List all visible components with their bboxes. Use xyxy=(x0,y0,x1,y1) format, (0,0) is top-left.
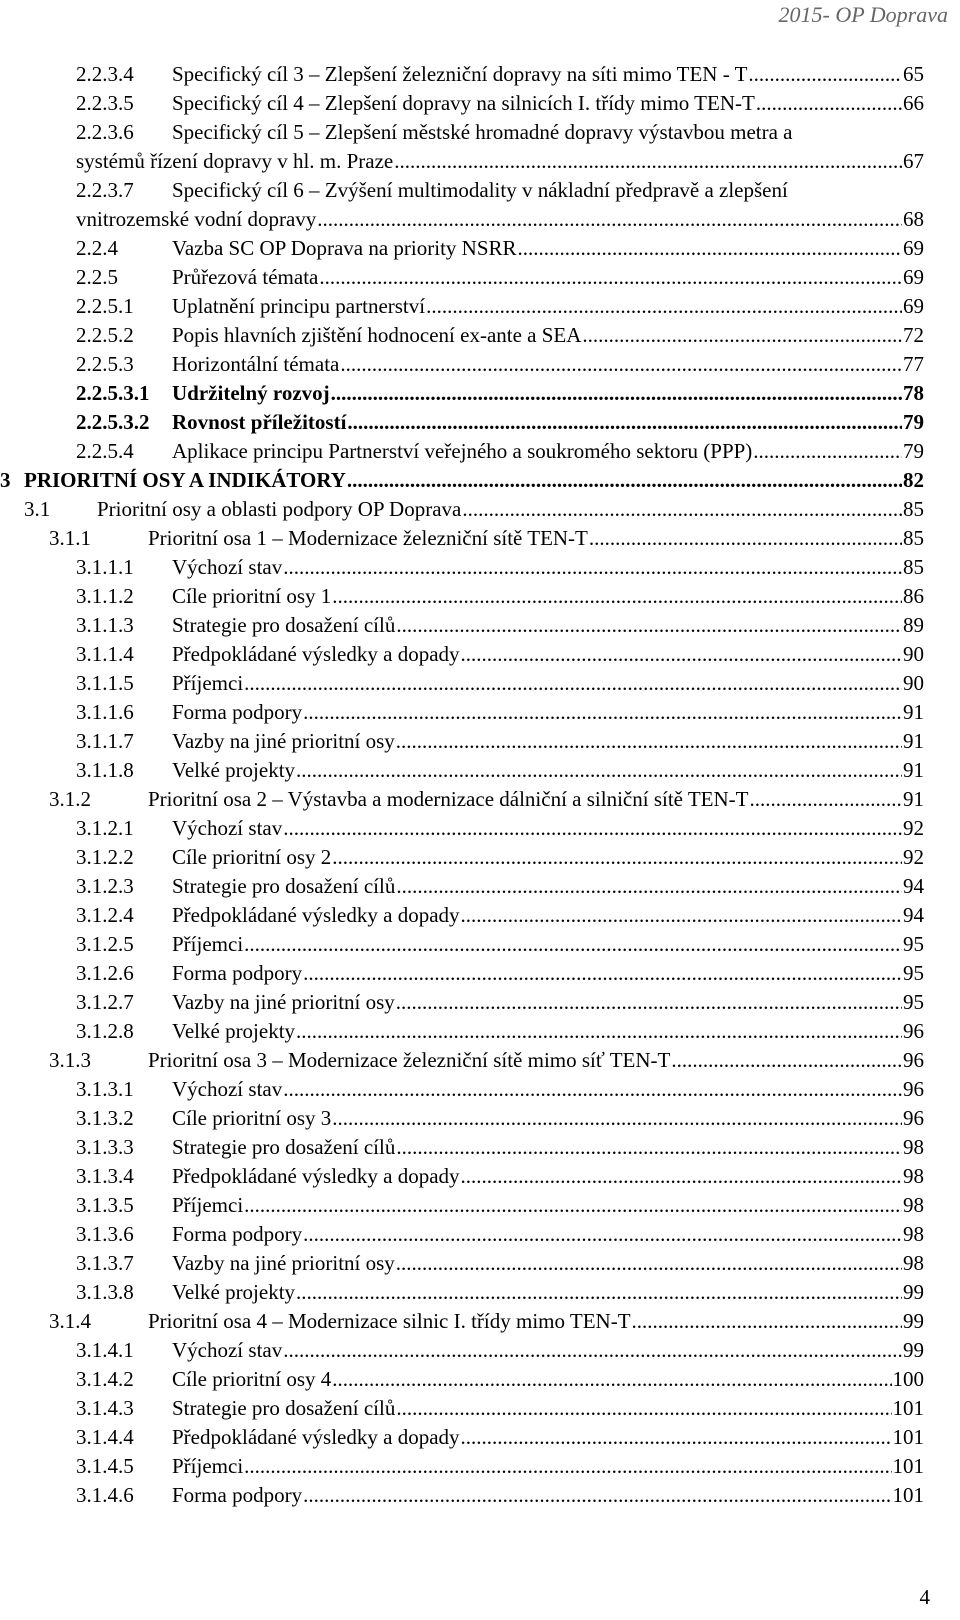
toc-entry[interactable] xyxy=(0,930,960,959)
toc-entry[interactable] xyxy=(0,669,960,698)
toc-entry-page: 77 xyxy=(903,352,924,376)
toc-entry-title: Předpokládané výsledky a dopady xyxy=(172,903,460,927)
toc-entry-page: 101 xyxy=(892,1483,924,1507)
toc-entry-title: Forma podpory xyxy=(172,961,303,985)
toc-entry-title: Specifický cíl 3 – Zlepšení železniční dopravy na síti mimo TEN - T xyxy=(172,62,748,86)
dot-leader xyxy=(296,1017,902,1046)
toc-entry-page: 79 xyxy=(903,410,924,434)
toc-entry-number: 3.1.1.5 xyxy=(76,671,134,695)
toc-entry-title: Výchozí stav xyxy=(172,816,283,840)
toc-entry-page: 95 xyxy=(903,932,924,956)
dot-leader xyxy=(332,582,902,611)
page-number: 4 xyxy=(919,1585,930,1609)
toc-entry[interactable] xyxy=(0,901,960,930)
dot-leader xyxy=(303,1220,902,1249)
toc-entry-number: 2.2.3.4 xyxy=(76,62,134,86)
toc-entry-title: Velké projekty xyxy=(172,1019,296,1043)
dot-leader xyxy=(461,901,902,930)
dot-leader xyxy=(518,234,902,263)
dot-leader xyxy=(303,698,902,727)
toc-entry-title: Vazba SC OP Doprava na priority NSRR xyxy=(172,236,517,260)
toc-entry-title: Výchozí stav xyxy=(172,1077,283,1101)
toc-entry[interactable] xyxy=(0,292,960,321)
dot-leader xyxy=(283,1075,902,1104)
toc-entry-page: 95 xyxy=(903,961,924,985)
toc-entry[interactable] xyxy=(0,959,960,988)
toc-entry-title: Udržitelný rozvoj xyxy=(172,381,330,405)
toc-entry[interactable] xyxy=(0,263,960,292)
toc-entry-number: 3.1.3.8 xyxy=(76,1280,134,1304)
toc-entry[interactable] xyxy=(0,814,960,843)
toc-entry-page: 94 xyxy=(903,903,924,927)
toc-entry[interactable] xyxy=(0,234,960,263)
toc-entry-page: 69 xyxy=(903,294,924,318)
dot-leader xyxy=(462,495,902,524)
running-header: 2015- OP Doprava xyxy=(778,2,948,27)
dot-leader xyxy=(461,640,902,669)
toc-entry-title: Výchozí stav xyxy=(172,555,283,579)
toc-entry-number: 3.1.1.1 xyxy=(76,555,134,579)
toc-entry-title: Specifický cíl 5 – Zlepšení městské hromadné dopravy výstavbou metra a xyxy=(172,120,793,144)
toc-entry-page: 96 xyxy=(903,1019,924,1043)
toc-entry-number: 3.1.3.5 xyxy=(76,1193,134,1217)
dot-leader xyxy=(396,1249,902,1278)
toc-entry[interactable] xyxy=(0,524,960,553)
toc-entry[interactable] xyxy=(0,408,960,437)
toc-entry-number: 3.1.3.1 xyxy=(76,1077,134,1101)
toc-entry[interactable] xyxy=(0,1017,960,1046)
toc-entry[interactable] xyxy=(0,1278,960,1307)
dot-leader xyxy=(756,89,902,118)
toc-entry-number: 3.1.1 xyxy=(49,526,91,550)
toc-entry-number: 3.1.1.6 xyxy=(76,700,134,724)
dot-leader xyxy=(396,872,902,901)
toc-entry-title: Aplikace principu Partnerství veřejného a soukromého sektoru (PPP) xyxy=(172,439,753,463)
dot-leader xyxy=(283,553,902,582)
dot-leader xyxy=(296,756,902,785)
toc-entry-title: Rovnost příležitostí xyxy=(172,410,347,434)
dot-leader xyxy=(632,1307,902,1336)
dot-leader xyxy=(332,1365,891,1394)
dot-leader xyxy=(750,785,903,814)
toc-entry-page: 99 xyxy=(903,1280,924,1304)
toc-entry-title: Specifický cíl 6 – Zvýšení multimodality v nákladní předpravě a zlepšení xyxy=(172,178,788,202)
toc-entry-page: 82 xyxy=(903,468,924,492)
toc-entry-title: Velké projekty xyxy=(172,758,296,782)
toc-entry-number: 3.1.1.3 xyxy=(76,613,134,637)
toc-entry[interactable] xyxy=(0,1249,960,1278)
toc-entry[interactable] xyxy=(0,640,960,669)
toc-entry[interactable] xyxy=(0,727,960,756)
dot-leader xyxy=(317,205,902,234)
dot-leader xyxy=(396,988,902,1017)
toc-entry-page: 78 xyxy=(903,381,924,405)
toc-entry-number: 3.1.3.6 xyxy=(76,1222,134,1246)
toc-entry-title: Příjemci xyxy=(172,1193,244,1217)
toc-entry-title: Horizontální témata xyxy=(172,352,340,376)
toc-entry[interactable] xyxy=(0,756,960,785)
toc-entry[interactable] xyxy=(0,176,960,205)
dot-leader xyxy=(394,147,902,176)
toc-entry-number: 3.1.2.3 xyxy=(76,874,134,898)
toc-entry-number: 3.1.3 xyxy=(49,1048,91,1072)
toc-entry-number: 2.2.3.7 xyxy=(76,178,134,202)
toc-entry-title: Vazby na jiné prioritní osy xyxy=(172,990,395,1014)
toc-entry[interactable] xyxy=(0,1133,960,1162)
toc-entry-page: 66 xyxy=(903,91,924,115)
toc-entry-title: Strategie pro dosažení cílů xyxy=(172,1135,396,1159)
toc-entry-page: 95 xyxy=(903,990,924,1014)
toc-entry-number: 3.1.2.7 xyxy=(76,990,134,1014)
toc-entry-title: Předpokládané výsledky a dopady xyxy=(172,1425,460,1449)
toc-entry-title: Strategie pro dosažení cílů xyxy=(172,613,396,637)
toc-entry[interactable] xyxy=(0,785,960,814)
toc-entry[interactable] xyxy=(0,1423,960,1452)
toc-entry-number: 3.1.1.7 xyxy=(76,729,134,753)
toc-entry-page: 86 xyxy=(903,584,924,608)
toc-entry-title: Příjemci xyxy=(172,671,244,695)
toc-entry-page: 69 xyxy=(903,236,924,260)
dot-leader xyxy=(332,1104,902,1133)
toc-entry[interactable] xyxy=(0,1452,960,1481)
dot-leader xyxy=(244,1191,902,1220)
dot-leader xyxy=(244,669,902,698)
toc-entry-number: 3.1.2.5 xyxy=(76,932,134,956)
toc-entry-number: 3.1.3.3 xyxy=(76,1135,134,1159)
toc-entry-title: vnitrozemské vodní dopravy xyxy=(76,207,317,231)
toc-entry[interactable] xyxy=(0,1075,960,1104)
toc-entry-number: 2.2.3.6 xyxy=(76,120,134,144)
toc-entry[interactable] xyxy=(0,582,960,611)
toc-entry-number: 3.1.4.4 xyxy=(76,1425,134,1449)
dot-leader xyxy=(748,60,902,89)
toc-entry-number: 3.1.3.7 xyxy=(76,1251,134,1275)
toc-entry-page: 89 xyxy=(903,613,924,637)
toc-entry-page: 99 xyxy=(903,1338,924,1362)
toc-entry-number: 3.1.4.3 xyxy=(76,1396,134,1420)
toc-entry-number: 3.1.2.2 xyxy=(76,845,134,869)
dot-leader xyxy=(426,292,902,321)
dot-leader xyxy=(331,379,902,408)
toc-entry-page: 90 xyxy=(903,642,924,666)
toc-entry-title: Forma podpory xyxy=(172,700,303,724)
toc-entry-number: 3.1.3.2 xyxy=(76,1106,134,1130)
toc-entry-number: 3.1.2.6 xyxy=(76,961,134,985)
toc-entry-title: Předpokládané výsledky a dopady xyxy=(172,1164,460,1188)
toc-entry-number: 3.1.2.8 xyxy=(76,1019,134,1043)
toc-entry-page: 69 xyxy=(903,265,924,289)
toc-entry-page: 98 xyxy=(903,1135,924,1159)
toc-entry-title: Prioritní osy a oblasti podpory OP Doprava xyxy=(97,497,462,521)
toc-entry-title: Strategie pro dosažení cílů xyxy=(172,874,396,898)
toc-entry-title: Prioritní osa 1 – Modernizace železniční sítě TEN-T xyxy=(148,526,588,550)
toc-entry-title: Cíle prioritní osy 4 xyxy=(172,1367,332,1391)
toc-entry-title: Cíle prioritní osy 1 xyxy=(172,584,332,608)
toc-entry-page: 79 xyxy=(903,439,924,463)
dot-leader xyxy=(244,1452,891,1481)
toc-entry-title: Popis hlavních zjištění hodnocení ex-ante a SEA xyxy=(172,323,582,347)
table-of-contents xyxy=(0,60,960,1510)
toc-entry[interactable] xyxy=(0,1046,960,1075)
dot-leader xyxy=(396,727,902,756)
dot-leader xyxy=(753,437,902,466)
toc-entry-number: 3.1.3.4 xyxy=(76,1164,134,1188)
toc-entry-title: Příjemci xyxy=(172,932,244,956)
dot-leader xyxy=(671,1046,902,1075)
toc-entry-number: 3.1.1.8 xyxy=(76,758,134,782)
toc-entry[interactable] xyxy=(0,118,960,147)
toc-entry[interactable] xyxy=(0,1481,960,1510)
dot-leader xyxy=(396,1133,902,1162)
dot-leader xyxy=(283,814,902,843)
toc-entry[interactable] xyxy=(0,321,960,350)
dot-leader xyxy=(461,1423,892,1452)
toc-entry-page: 91 xyxy=(903,700,924,724)
toc-entry-page: 68 xyxy=(903,207,924,231)
toc-entry-page: 96 xyxy=(903,1106,924,1130)
toc-entry[interactable] xyxy=(0,147,960,176)
toc-entry-number: 3.1.2.4 xyxy=(76,903,134,927)
toc-entry-number: 3.1.4.1 xyxy=(76,1338,134,1362)
toc-entry-page: 91 xyxy=(903,729,924,753)
toc-entry-title: Forma podpory xyxy=(172,1483,303,1507)
toc-entry-page: 65 xyxy=(903,62,924,86)
toc-entry[interactable] xyxy=(0,495,960,524)
toc-entry-title: Strategie pro dosažení cílů xyxy=(172,1396,396,1420)
toc-entry[interactable] xyxy=(0,1336,960,1365)
toc-entry[interactable] xyxy=(0,1104,960,1133)
toc-entry-title: Průřezová témata xyxy=(172,265,319,289)
toc-entry-page: 98 xyxy=(903,1251,924,1275)
toc-entry-number: 2.2.5 xyxy=(76,265,118,289)
toc-entry-number: 3.1 xyxy=(24,497,51,521)
toc-entry-number: 2.2.5.4 xyxy=(76,439,134,463)
toc-entry[interactable] xyxy=(0,988,960,1017)
toc-entry-title: Prioritní osa 4 – Modernizace silnic I. třídy mimo TEN-T xyxy=(148,1309,631,1333)
dot-leader xyxy=(296,1278,902,1307)
toc-entry[interactable] xyxy=(0,1191,960,1220)
toc-entry[interactable] xyxy=(0,60,960,89)
toc-entry[interactable] xyxy=(0,1307,960,1336)
toc-entry-number: 3.1.2 xyxy=(49,787,91,811)
toc-entry-title: Cíle prioritní osy 2 xyxy=(172,845,332,869)
toc-entry-page: 96 xyxy=(903,1048,924,1072)
dot-leader xyxy=(340,350,902,379)
toc-entry-title: PRIORITNÍ OSY A INDIKÁTORY xyxy=(24,468,346,492)
toc-entry-page: 85 xyxy=(903,555,924,579)
dot-leader xyxy=(461,1162,902,1191)
dot-leader xyxy=(582,321,902,350)
toc-entry[interactable] xyxy=(0,1162,960,1191)
toc-entry-title: Prioritní osa 3 – Modernizace železniční sítě mimo síť TEN-T xyxy=(148,1048,671,1072)
toc-entry-number: 3.1.2.1 xyxy=(76,816,134,840)
toc-entry-title: Prioritní osa 2 – Výstavba a modernizace dálniční a silniční sítě TEN-T xyxy=(148,787,749,811)
toc-entry-page: 96 xyxy=(903,1077,924,1101)
toc-entry-page: 67 xyxy=(903,149,924,173)
toc-entry-number: 2.2.4 xyxy=(76,236,118,260)
toc-entry-page: 94 xyxy=(903,874,924,898)
toc-entry[interactable] xyxy=(0,698,960,727)
toc-entry-number: 2.2.5.1 xyxy=(76,294,134,318)
toc-entry[interactable] xyxy=(0,379,960,408)
toc-entry-number: 3.1.1.2 xyxy=(76,584,134,608)
toc-entry-page: 98 xyxy=(903,1164,924,1188)
toc-entry[interactable] xyxy=(0,205,960,234)
toc-entry[interactable] xyxy=(0,1394,960,1423)
toc-entry-number: 2.2.3.5 xyxy=(76,91,134,115)
toc-entry-title: Forma podpory xyxy=(172,1222,303,1246)
dot-leader xyxy=(396,611,902,640)
toc-entry-page: 101 xyxy=(892,1425,924,1449)
toc-entry-page: 90 xyxy=(903,671,924,695)
toc-entry-title: Příjemci xyxy=(172,1454,244,1478)
toc-entry[interactable] xyxy=(0,1220,960,1249)
toc-entry-number: 3.1.4 xyxy=(49,1309,91,1333)
dot-leader xyxy=(589,524,902,553)
toc-entry-title: Výchozí stav xyxy=(172,1338,283,1362)
dot-leader xyxy=(332,843,902,872)
toc-entry-title: Uplatnění principu partnerství xyxy=(172,294,426,318)
toc-entry-page: 98 xyxy=(903,1222,924,1246)
toc-entry-page: 72 xyxy=(903,323,924,347)
toc-entry-page: 101 xyxy=(892,1396,924,1420)
toc-entry[interactable] xyxy=(0,553,960,582)
toc-entry-number: 2.2.5.3 xyxy=(76,352,134,376)
toc-entry-page: 92 xyxy=(903,845,924,869)
toc-entry-title: Velké projekty xyxy=(172,1280,296,1304)
toc-entry-number: 2.2.5.2 xyxy=(76,323,134,347)
toc-entry-number: 3.1.4.6 xyxy=(76,1483,134,1507)
toc-entry[interactable] xyxy=(0,843,960,872)
toc-entry-number: 3.1.1.4 xyxy=(76,642,134,666)
toc-entry[interactable] xyxy=(0,350,960,379)
toc-entry[interactable] xyxy=(0,437,960,466)
toc-entry-title: systémů řízení dopravy v hl. m. Praze xyxy=(76,149,394,173)
dot-leader xyxy=(396,1394,891,1423)
toc-entry-page: 98 xyxy=(903,1193,924,1217)
toc-entry-page: 85 xyxy=(903,497,924,521)
toc-entry-page: 99 xyxy=(903,1309,924,1333)
dot-leader xyxy=(303,1481,891,1510)
toc-entry-number: 2.2.5.3.2 xyxy=(76,410,150,434)
toc-entry-number: 3.1.4.5 xyxy=(76,1454,134,1478)
toc-entry[interactable] xyxy=(0,611,960,640)
toc-entry-page: 100 xyxy=(892,1367,924,1391)
toc-entry-page: 92 xyxy=(903,816,924,840)
toc-entry-number: 3.1.4.2 xyxy=(76,1367,134,1391)
dot-leader xyxy=(283,1336,902,1365)
toc-entry[interactable] xyxy=(0,1365,960,1394)
toc-entry-title: Vazby na jiné prioritní osy xyxy=(172,729,395,753)
toc-entry-title: Předpokládané výsledky a dopady xyxy=(172,642,460,666)
toc-entry-page: 85 xyxy=(903,526,924,550)
toc-entry-page: 91 xyxy=(903,787,924,811)
toc-entry-page: 101 xyxy=(892,1454,924,1478)
dot-leader xyxy=(319,263,902,292)
toc-entry-page: 91 xyxy=(903,758,924,782)
dot-leader xyxy=(303,959,902,988)
toc-entry-number: 2.2.5.3.1 xyxy=(76,381,150,405)
dot-leader xyxy=(347,466,902,495)
toc-entry[interactable] xyxy=(0,466,960,495)
toc-entry[interactable] xyxy=(0,89,960,118)
toc-entry[interactable] xyxy=(0,872,960,901)
toc-entry-title: Cíle prioritní osy 3 xyxy=(172,1106,332,1130)
toc-entry-title: Specifický cíl 4 – Zlepšení dopravy na silnicích I. třídy mimo TEN-T xyxy=(172,91,755,115)
toc-entry-title: Vazby na jiné prioritní osy xyxy=(172,1251,395,1275)
dot-leader xyxy=(347,408,902,437)
dot-leader xyxy=(244,930,902,959)
toc-entry-number: 3 xyxy=(0,468,11,492)
